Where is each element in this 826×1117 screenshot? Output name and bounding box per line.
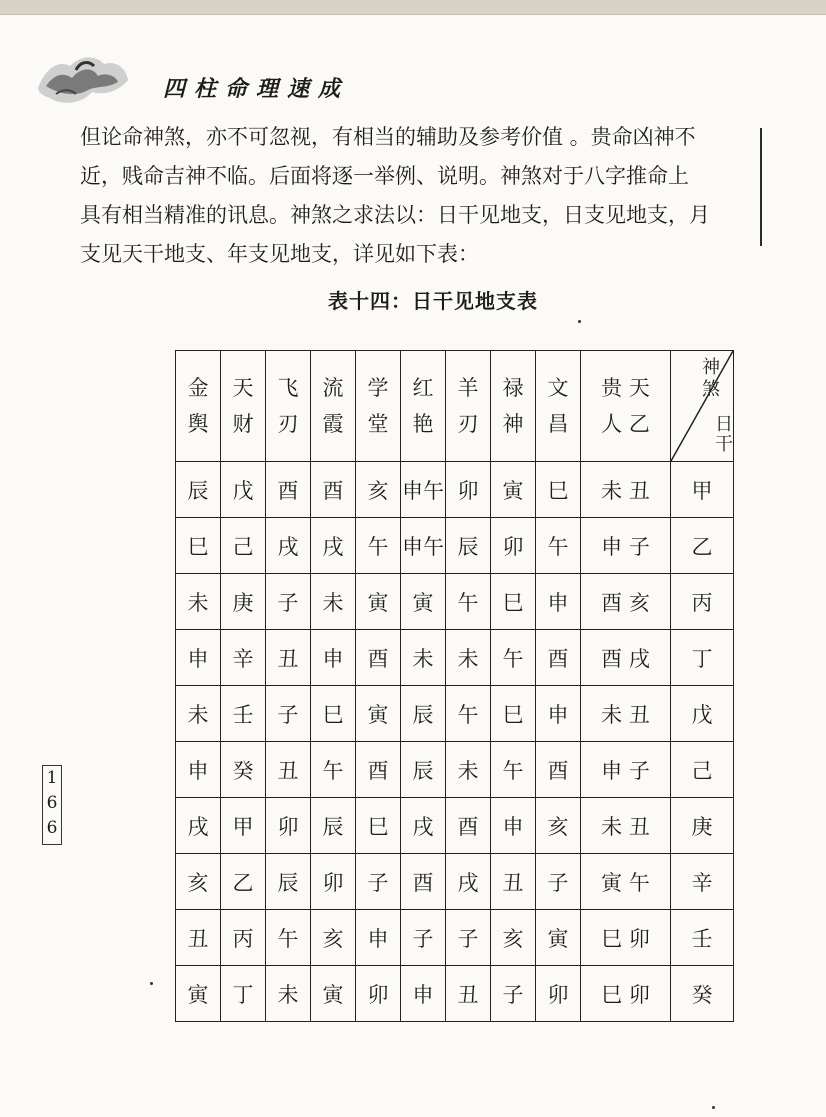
table-cell: 申 子 bbox=[581, 518, 671, 574]
table-cell: 辰 bbox=[446, 518, 491, 574]
table-cell: 巳 bbox=[536, 462, 581, 518]
table-cell: 辰 bbox=[311, 798, 356, 854]
table-cell: 戌 bbox=[311, 518, 356, 574]
table-cell: 申 bbox=[311, 630, 356, 686]
table-cell: 寅 bbox=[356, 574, 401, 630]
table-cell: 戌 bbox=[446, 854, 491, 910]
table-header-row bbox=[176, 351, 734, 462]
body-paragraph bbox=[80, 118, 762, 274]
page-number bbox=[42, 765, 62, 845]
table-cell: 未 丑 bbox=[581, 798, 671, 854]
table-cell: 辰 bbox=[176, 462, 221, 518]
header-hongyan: 红 艳 bbox=[401, 351, 446, 462]
table-cell: 子 bbox=[266, 574, 311, 630]
table-cell: 戊 bbox=[221, 462, 266, 518]
table-cell: 亥 bbox=[176, 854, 221, 910]
header-jinyu: 金 舆 bbox=[176, 351, 221, 462]
table-cell: 巳 bbox=[176, 518, 221, 574]
paragraph-line: 具有相当精准的讯息。神煞之求法以：日干见地支，日支见地支，月 bbox=[80, 203, 710, 227]
table-row bbox=[176, 966, 734, 1022]
scan-speck bbox=[150, 982, 153, 985]
ink-wash-landscape-icon bbox=[36, 50, 132, 110]
table-cell: 午 bbox=[266, 910, 311, 966]
table-cell: 午 bbox=[491, 742, 536, 798]
table-cell: 午 bbox=[446, 686, 491, 742]
table-row bbox=[176, 742, 734, 798]
table-cell: 卯 bbox=[266, 798, 311, 854]
table-cell: 寅 bbox=[536, 910, 581, 966]
scan-top-edge bbox=[0, 0, 826, 15]
table-cell: 寅 午 bbox=[581, 854, 671, 910]
table-cell: 酉 bbox=[311, 462, 356, 518]
table-cell: 未 bbox=[446, 630, 491, 686]
table-cell: 己 bbox=[221, 518, 266, 574]
scan-speck bbox=[578, 320, 581, 323]
table-row bbox=[176, 798, 734, 854]
table-cell: 未 丑 bbox=[581, 462, 671, 518]
table-cell: 未 bbox=[446, 742, 491, 798]
row-stem-cell: 戊 bbox=[671, 686, 734, 742]
table-cell: 未 bbox=[176, 574, 221, 630]
table-cell: 酉 bbox=[356, 630, 401, 686]
table-cell: 丑 bbox=[266, 742, 311, 798]
table-cell: 酉 bbox=[356, 742, 401, 798]
table-row bbox=[176, 462, 734, 518]
paragraph-line: 支见天干地支、年支见地支，详见如下表： bbox=[80, 242, 479, 266]
table-cell: 巳 bbox=[491, 574, 536, 630]
table-cell: 戌 bbox=[401, 798, 446, 854]
scan-speck bbox=[712, 1106, 715, 1109]
table-cell: 未 丑 bbox=[581, 686, 671, 742]
table-cell: 子 bbox=[401, 910, 446, 966]
table-cell: 巳 卯 bbox=[581, 910, 671, 966]
table-cell: 申 bbox=[176, 742, 221, 798]
table-cell: 丑 bbox=[491, 854, 536, 910]
row-stem-cell: 甲 bbox=[671, 462, 734, 518]
row-stem-cell: 壬 bbox=[671, 910, 734, 966]
table-cell: 亥 bbox=[356, 462, 401, 518]
table-cell: 午 bbox=[311, 742, 356, 798]
row-stem-cell: 乙 bbox=[671, 518, 734, 574]
table-cell: 寅 bbox=[176, 966, 221, 1022]
table-cell: 乙 bbox=[221, 854, 266, 910]
header-lushen: 禄 神 bbox=[491, 351, 536, 462]
row-stem-cell: 丁 bbox=[671, 630, 734, 686]
table-cell: 丑 bbox=[176, 910, 221, 966]
table-row bbox=[176, 630, 734, 686]
table-row bbox=[176, 574, 734, 630]
header-wenchang: 文 昌 bbox=[536, 351, 581, 462]
table-cell: 卯 bbox=[491, 518, 536, 574]
table-cell: 子 bbox=[356, 854, 401, 910]
header-xuetang: 学 堂 bbox=[356, 351, 401, 462]
header-tiancai: 天 财 bbox=[221, 351, 266, 462]
table-cell: 丑 bbox=[446, 966, 491, 1022]
table-cell: 申午 bbox=[401, 518, 446, 574]
table-cell: 酉 戌 bbox=[581, 630, 671, 686]
table-cell: 癸 bbox=[221, 742, 266, 798]
table-cell: 亥 bbox=[491, 910, 536, 966]
table-cell: 巳 bbox=[491, 686, 536, 742]
page-number-digit: 6 bbox=[46, 818, 58, 838]
page-number-digit: 6 bbox=[46, 793, 58, 813]
row-stem-cell: 丙 bbox=[671, 574, 734, 630]
table-cell: 子 bbox=[266, 686, 311, 742]
header-yangren: 羊 刃 bbox=[446, 351, 491, 462]
table-cell: 申 bbox=[356, 910, 401, 966]
table-cell: 卯 bbox=[311, 854, 356, 910]
table-cell: 戌 bbox=[176, 798, 221, 854]
table-cell: 壬 bbox=[221, 686, 266, 742]
corner-label-rigan: 日干 bbox=[715, 414, 733, 455]
table-cell: 申 bbox=[491, 798, 536, 854]
table-cell: 申 子 bbox=[581, 742, 671, 798]
table-row bbox=[176, 518, 734, 574]
table-cell: 子 bbox=[446, 910, 491, 966]
table-cell: 戌 bbox=[266, 518, 311, 574]
table-cell: 午 bbox=[536, 518, 581, 574]
shensha-table bbox=[175, 350, 734, 1022]
table-cell: 酉 亥 bbox=[581, 574, 671, 630]
table-row bbox=[176, 686, 734, 742]
table-cell: 辰 bbox=[401, 686, 446, 742]
page-edge-line bbox=[760, 128, 762, 246]
table-cell: 卯 bbox=[356, 966, 401, 1022]
table-cell: 卯 bbox=[536, 966, 581, 1022]
book-title: 四柱命理速成 bbox=[163, 76, 350, 102]
row-stem-cell: 辛 bbox=[671, 854, 734, 910]
paragraph-line: 近，贱命吉神不临。后面将逐一举例、说明。神煞对于八字推命上 bbox=[80, 164, 689, 188]
table-cell: 未 bbox=[266, 966, 311, 1022]
table-cell: 午 bbox=[446, 574, 491, 630]
table-cell: 子 bbox=[536, 854, 581, 910]
table-cell: 午 bbox=[356, 518, 401, 574]
table-cell: 亥 bbox=[536, 798, 581, 854]
corner-label-shensha: 神煞 bbox=[702, 357, 720, 400]
table-cell: 辰 bbox=[401, 742, 446, 798]
table-cell: 巳 bbox=[311, 686, 356, 742]
header-tianyi-guiren: 贵 天 人 乙 bbox=[581, 351, 671, 462]
table-cell: 酉 bbox=[266, 462, 311, 518]
table-cell: 酉 bbox=[536, 742, 581, 798]
page-number-digit: 1 bbox=[46, 768, 58, 788]
table-cell: 辰 bbox=[266, 854, 311, 910]
table-cell: 辛 bbox=[221, 630, 266, 686]
table-caption: 表十四：日干见地支表 bbox=[328, 289, 538, 313]
table-cell: 丁 bbox=[221, 966, 266, 1022]
row-stem-cell: 己 bbox=[671, 742, 734, 798]
table-cell: 申 bbox=[536, 686, 581, 742]
row-stem-cell: 庚 bbox=[671, 798, 734, 854]
table-cell: 卯 bbox=[446, 462, 491, 518]
table-cell: 庚 bbox=[221, 574, 266, 630]
table-cell: 申 bbox=[401, 966, 446, 1022]
table-cell: 巳 bbox=[356, 798, 401, 854]
table-cell: 亥 bbox=[311, 910, 356, 966]
table-cell: 寅 bbox=[491, 462, 536, 518]
table-cell: 酉 bbox=[401, 854, 446, 910]
table-cell: 丑 bbox=[266, 630, 311, 686]
table-cell: 酉 bbox=[536, 630, 581, 686]
paragraph-line: 但论命神煞，亦不可忽视，有相当的辅助及参考价值 。贵命凶神不 bbox=[80, 125, 696, 149]
table-cell: 申 bbox=[536, 574, 581, 630]
table-cell: 寅 bbox=[401, 574, 446, 630]
table-cell: 寅 bbox=[356, 686, 401, 742]
header-feiren: 飞 刃 bbox=[266, 351, 311, 462]
table-cell: 甲 bbox=[221, 798, 266, 854]
table-cell: 子 bbox=[491, 966, 536, 1022]
table-row bbox=[176, 910, 734, 966]
table-cell: 未 bbox=[401, 630, 446, 686]
table-cell: 寅 bbox=[311, 966, 356, 1022]
row-stem-cell: 癸 bbox=[671, 966, 734, 1022]
table-cell: 未 bbox=[311, 574, 356, 630]
table-row bbox=[176, 854, 734, 910]
table-cell: 巳 卯 bbox=[581, 966, 671, 1022]
table-cell: 未 bbox=[176, 686, 221, 742]
header-corner bbox=[671, 351, 734, 462]
table-cell: 酉 bbox=[446, 798, 491, 854]
table-cell: 申午 bbox=[401, 462, 446, 518]
header-liuxia: 流 霞 bbox=[311, 351, 356, 462]
table-cell: 丙 bbox=[221, 910, 266, 966]
table-cell: 午 bbox=[491, 630, 536, 686]
table-cell: 申 bbox=[176, 630, 221, 686]
